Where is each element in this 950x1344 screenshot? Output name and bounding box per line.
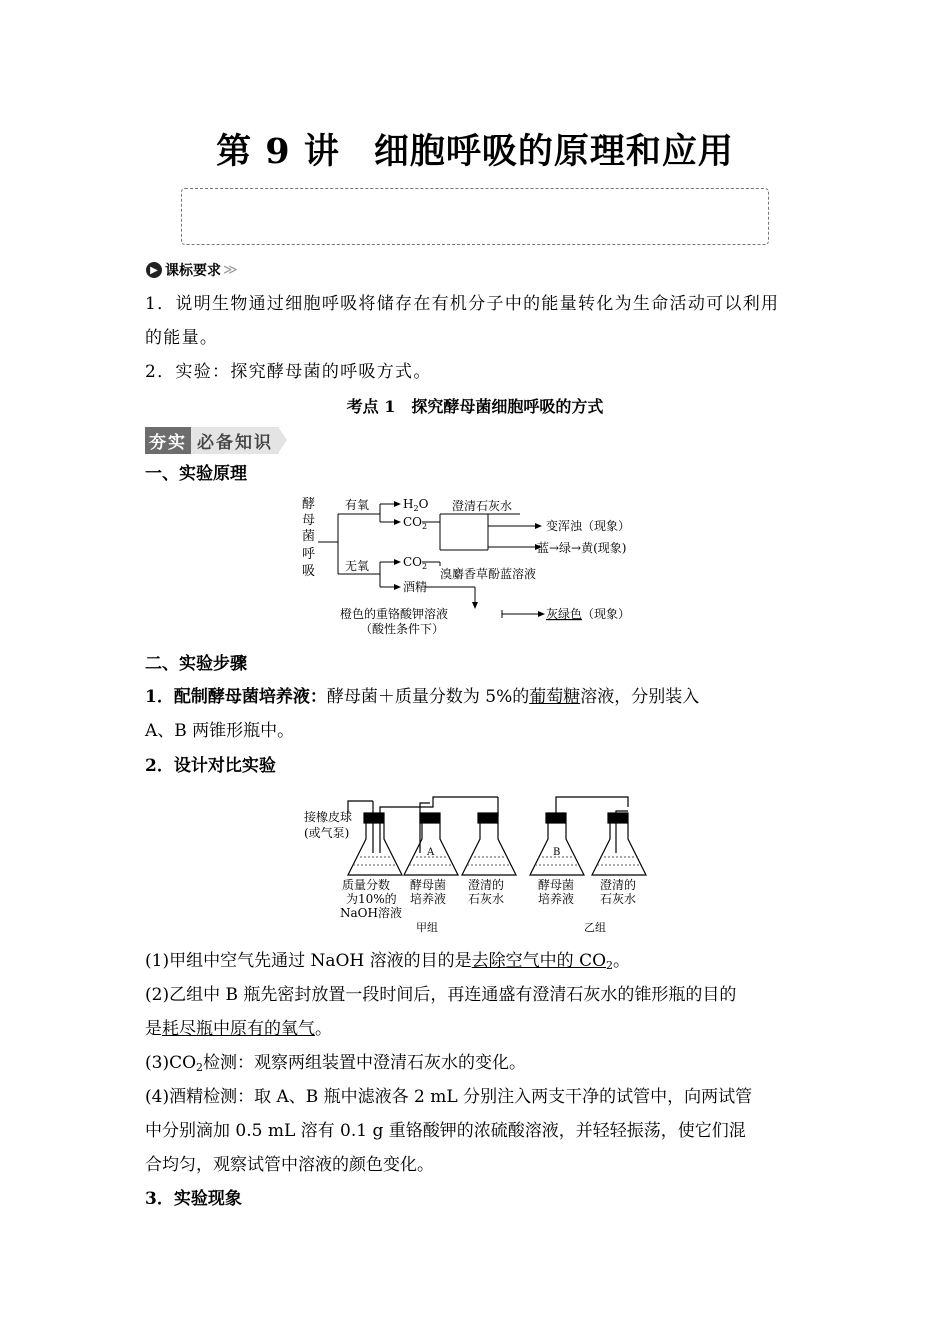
- yeast-char-2: 母: [302, 513, 316, 528]
- btb-label: 溴麝香草酚蓝溶液: [440, 567, 537, 581]
- group-b-label: 乙组: [584, 921, 606, 934]
- step-1-answer: 葡萄糖: [529, 687, 581, 707]
- flask-b-label: B: [553, 847, 561, 858]
- step-1-text: 酵母菌＋质量分数为 5%的: [326, 687, 530, 707]
- question-3: [145, 1052, 805, 1079]
- question-4-line1: (4)酒精检测：取 A、B 瓶中滤液各 2 mL 分别注入两支干净的试管中，向两试管: [145, 1087, 753, 1107]
- steps-heading: 二、实验步骤: [145, 654, 247, 674]
- yeast-b-label-2: 培养液: [538, 892, 575, 906]
- step-1-end: 溶液，分别装入: [580, 687, 700, 707]
- alcohol-label: 酒精: [403, 580, 428, 594]
- co2-aerobic-label: $CO_2$: [403, 515, 428, 531]
- question-3-sub: 2: [196, 1061, 204, 1074]
- requirement-2: 2．实验：探究酵母菌的呼吸方式。: [145, 362, 432, 382]
- limewater-label: 澄清石灰水: [452, 499, 513, 513]
- badge-part2: 必备知识: [191, 427, 279, 454]
- flask-lime-b: [592, 813, 646, 875]
- page-title: [0, 124, 950, 174]
- step-1-line1: [145, 686, 805, 708]
- yeast-char-4: 呼: [302, 547, 316, 562]
- question-2-line1: (2)乙组中 B 瓶先密封放置一段时间后，再连通盛有澄清石灰水的锥形瓶的目的: [145, 985, 737, 1005]
- question-1-answer-sub: 2: [606, 959, 614, 972]
- section-title: 考点 1 探究酵母菌细胞呼吸的方式: [346, 397, 604, 416]
- graygreen-note: （现象）: [582, 607, 631, 621]
- yeast-a-label-1: 酵母菌: [410, 878, 447, 892]
- title-topic: 细胞呼吸的原理和应用: [373, 131, 734, 172]
- step-3-label: 3．实验现象: [145, 1189, 242, 1209]
- principle-heading: 一、实验原理: [145, 464, 247, 484]
- flask-naoh: [348, 813, 402, 875]
- apparatus-diagram: [298, 793, 658, 943]
- question-1-text: (1)甲组中空气先通过 NaOH 溶液的目的是: [145, 951, 472, 971]
- yeast-char-5: 吸: [302, 564, 316, 579]
- question-1: [145, 950, 805, 977]
- flask-a: [404, 813, 458, 875]
- question-2-line2: [145, 1018, 805, 1040]
- step-2-label: 2．设计对比实验: [145, 756, 276, 776]
- badge-part1: 夯实: [145, 427, 191, 454]
- naoh-label-2: 为10%的: [346, 892, 397, 906]
- yeast-char-3: 菌: [302, 529, 316, 544]
- requirement-1-line1: 1．说明生物通过细胞呼吸将储存在有机分子中的能量转化为生命活动可以利用: [145, 294, 780, 314]
- question-4-line2: 中分别滴加 0.5 mL 溶有 0.1 g 重铬酸钾的浓硫酸溶液，并轻轻振荡，使它们混: [145, 1121, 746, 1141]
- question-1-answer: [472, 951, 613, 971]
- play-icon: ▶: [146, 262, 162, 278]
- requirements-tag: [146, 260, 238, 280]
- question-3-text: 检测：观察两组装置中澄清石灰水的变化。: [203, 1053, 527, 1073]
- co2-anaerobic-label: $CO_2$: [403, 555, 428, 571]
- yeast-b-label-1: 酵母菌: [538, 878, 575, 892]
- turbid-label: 变浑浊（现象）: [546, 519, 631, 533]
- group-a-label: 甲组: [416, 921, 438, 934]
- pump-label-1: 接橡皮球: [304, 810, 353, 824]
- color-change-label: 蓝→绿→黄(现象): [537, 541, 627, 555]
- principle-diagram: [290, 490, 670, 640]
- flask-lime-a: [462, 813, 516, 875]
- question-2-end: 。: [315, 1019, 332, 1039]
- flask-a-label: A: [427, 847, 435, 858]
- lime-b-label-1: 澄清的: [600, 878, 637, 892]
- graygreen-label: 灰绿色: [546, 607, 583, 621]
- anaerobic-label: 无氧: [345, 559, 370, 573]
- lime-b-label-2: 石灰水: [600, 892, 637, 906]
- aerobic-label: 有氧: [345, 498, 370, 512]
- title-lecture-number: 第 9 讲: [216, 131, 340, 172]
- naoh-label-1: 质量分数: [342, 878, 391, 892]
- notes-box: [181, 188, 769, 245]
- acidic-label: （酸性条件下）: [360, 622, 445, 636]
- pump-label-2: (或气泵): [304, 826, 350, 840]
- naoh-label-3: NaOH溶液: [340, 906, 402, 920]
- question-2-answer: 耗尽瓶中原有的氧气: [162, 1019, 315, 1039]
- dichromate-label: 橙色的重铬酸钾溶液: [340, 607, 449, 621]
- lime-a-label-1: 澄清的: [468, 878, 505, 892]
- badge-tail: [279, 428, 287, 452]
- yeast-a-label-2: 培养液: [410, 892, 447, 906]
- question-2-prefix: 是: [145, 1019, 162, 1039]
- requirements-tag-label: 课标要求: [165, 263, 221, 279]
- step-1-label: 1．配制酵母菌培养液：: [145, 687, 327, 707]
- h2o-label: $H_2O$: [403, 497, 429, 513]
- flask-b: [530, 813, 584, 875]
- question-3-prefix: (3)CO: [145, 1053, 197, 1073]
- double-chevron-icon: ≫: [223, 262, 238, 278]
- lime-a-label-2: 石灰水: [468, 892, 505, 906]
- knowledge-badge: [145, 428, 287, 452]
- yeast-char-1: 酵: [302, 497, 316, 512]
- question-4-line3: 合均匀，观察试管中溶液的颜色变化。: [145, 1155, 434, 1175]
- requirement-1-line2: 的能量。: [145, 328, 219, 348]
- step-1-line2: A、B 两锥形瓶中。: [145, 721, 295, 741]
- question-1-end: 。: [613, 951, 631, 971]
- question-1-answer-text: 去除空气中的 CO: [471, 951, 607, 971]
